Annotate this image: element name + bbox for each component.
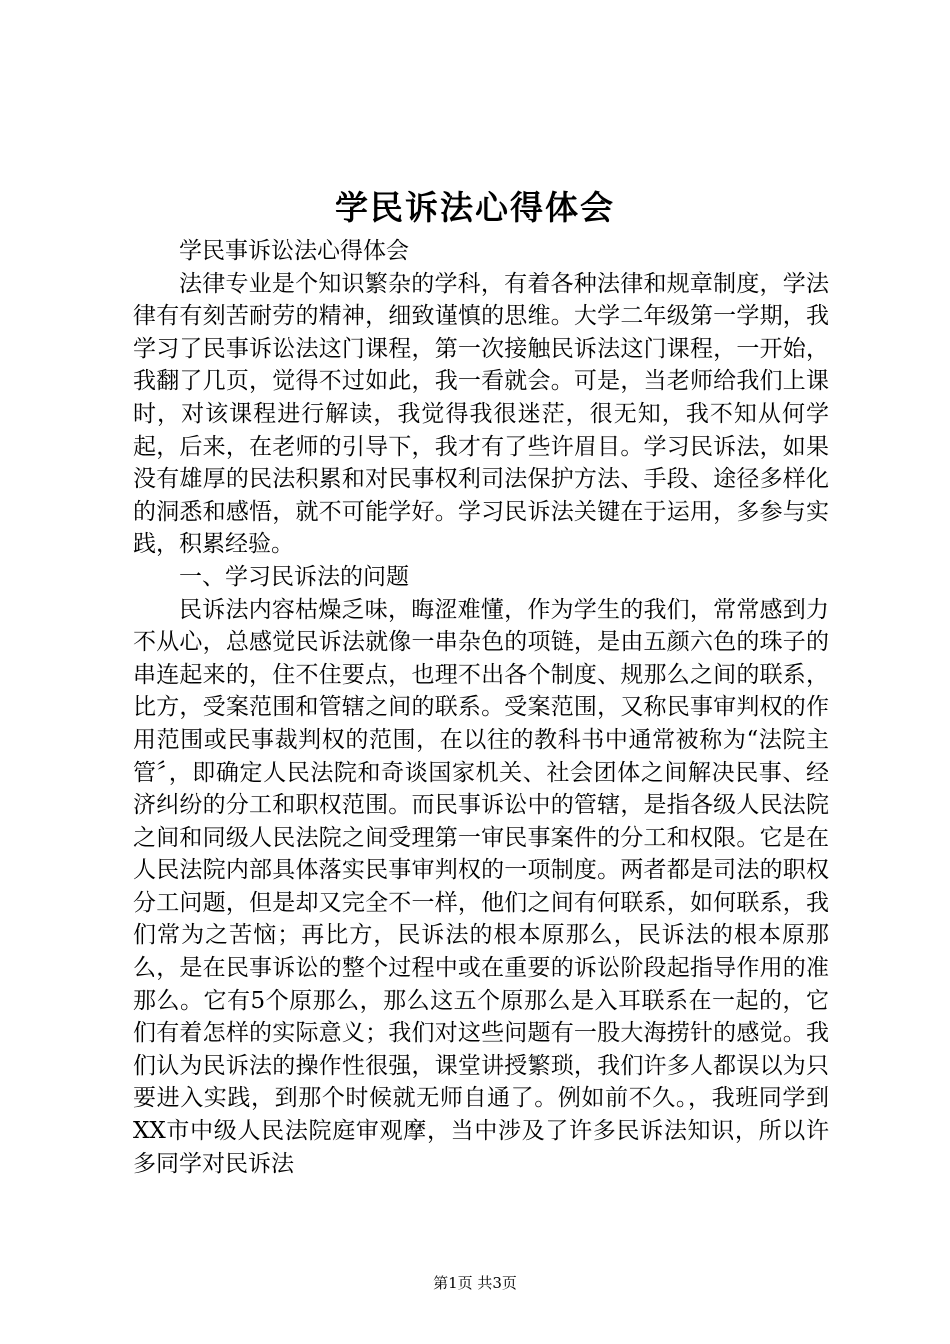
page-footer <box>0 1272 950 1294</box>
intro-paragraph: 法律专业是个知识繁杂的学科，有着各种法律和规章制度，学法律有有刻苦耐劳的精神，细致谨慎的思维。大学二年级第一学期，我学习了民事诉讼法这门课程，第一次接触民诉法这门课程，一开始，我翻了几页，觉得不过如此，我一看就会。可是，当老师给我们上课时，对该课程进行解读，我觉得我很迷茫，很无知，我不知从何学起，后来，在老师的引导下，我才有了些许眉目。学习民诉法，如果没有雄厚的民法积累和对民事权利司法保护方法、手段、途径多样化的洞悉和感悟，就不可能学好。学习民诉法关键在于运用，多参与实践，积累经验。 <box>133 270 829 558</box>
page-number: 第1页 <box>433 1274 473 1292</box>
section-heading: 一、学习民诉法的问题 <box>179 563 409 590</box>
page-title: 学民诉法心得体会 <box>335 188 615 227</box>
page-total: 共3页 <box>477 1274 517 1292</box>
subtitle-paragraph: 学民事诉讼法心得体会 <box>179 238 409 264</box>
document-body <box>133 235 829 1180</box>
section-paragraph: 民诉法内容枯燥乏味，晦涩难懂，作为学生的我们，常常感到力不从心，总感觉民诉法就像一串杂色的项链，是由五颜六色的珠子的串连起来的，住不住要点，也理不出各个制度、规那么之间的联系，比方，受案范围和管辖之间的联系。受案范围，又称民事审判权的作用范围或民事裁判权的范围，在以往的教科书中通常被称为“法院主管〞，即确定人民法院和奇谈国家机关、社会团体之间解决民事、经济纠纷的分工和职权范围。而民事诉讼中的管辖，是指各级人民法院之间和同级人民法院之间受理第一审民事案件的分工和权限。它是在人民法院内部具体落实民事审判权的一项制度。两者都是司法的职权分工问题，但是却又完全不一样，他们之间有何联系，如何联系，我们常为之苦恼；再比方，民诉法的根本原那么，民诉法的根本原那么，是在民事诉讼的整个过程中或在重要的诉讼阶段起指导作用的准那么。它有5个原那么，那么这五个原那么是入耳联系在一起的，它们有着怎样的实际意义；我们对这些问题有一股大海捞针的感觉。我们认为民诉法的操作性很强，课堂讲授繁琐，我们许多人都误以为只要进入实践，到那个时候就无师自通了。例如前不久。，我班同学到XX市中级人民法院庭审观摩，当中涉及了许多民诉法知识，所以许多同学对民诉法 <box>133 596 829 1177</box>
